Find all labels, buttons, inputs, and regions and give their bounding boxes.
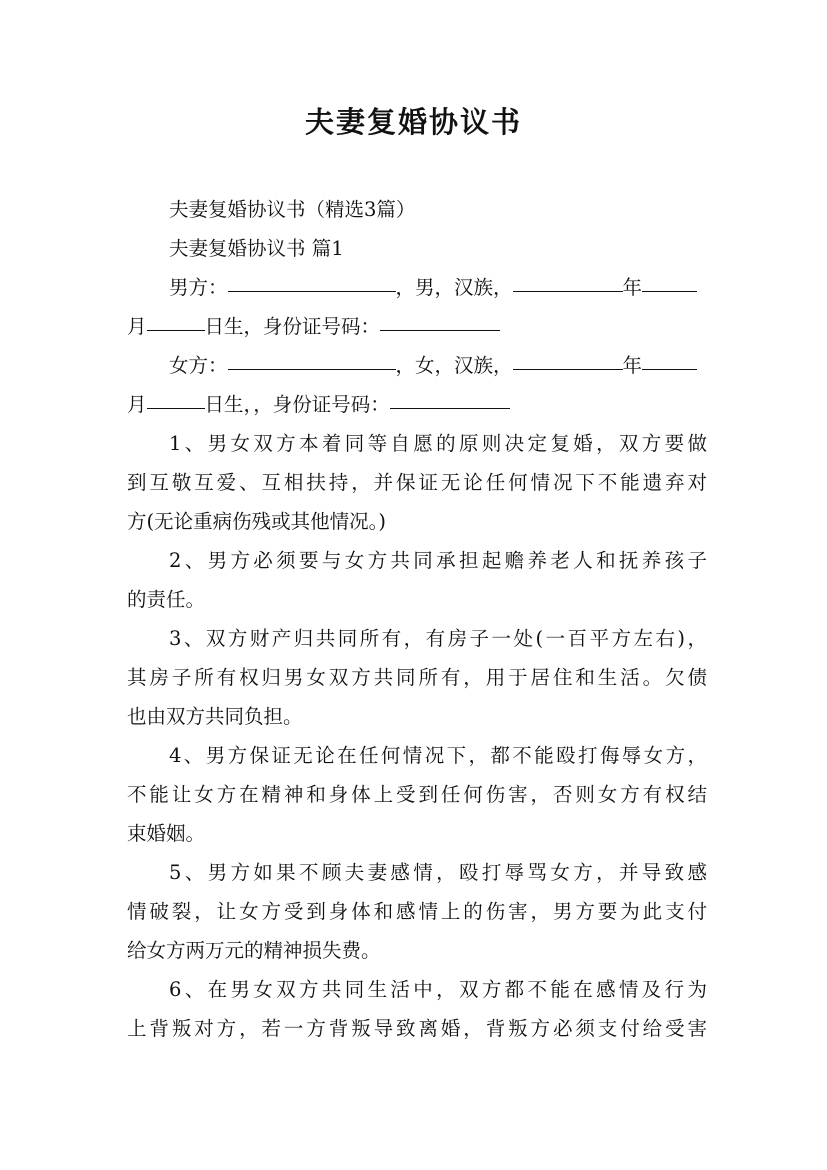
clause-2-line-1: 2、男方必须要与女方共同承担起赡养老人和抚养孩子 bbox=[169, 549, 707, 572]
clause-3-line-3: 也由双方共同负担。 bbox=[127, 705, 303, 728]
female-id-blank bbox=[390, 386, 510, 409]
male-birth-day-blank bbox=[147, 308, 205, 331]
clause-5-line-2: 情破裂，让女方受到身体和感情上的伤害，男方要为此支付 bbox=[127, 900, 707, 923]
clause-2-line-2: 的责任。 bbox=[127, 588, 206, 611]
male-birth-month-blank bbox=[642, 269, 697, 292]
clause-6-line-1: 6、在男女双方共同生活中，双方都不能在感情及行为 bbox=[169, 978, 707, 1001]
clause-4-line-3: 束婚姻。 bbox=[127, 822, 206, 845]
clause-4-line-1: 4、男方保证无论在任何情况下，都不能殴打侮辱女方， bbox=[169, 744, 707, 767]
male-party-line bbox=[127, 268, 707, 307]
clause-5-line-1: 5、男方如果不顾夫妻感情，殴打辱骂女方，并导致感 bbox=[169, 861, 707, 884]
clause-3-line-2: 其房子所有权归男女双方共同所有，用于居住和生活。欠债 bbox=[127, 666, 707, 689]
female-month-label: 月 bbox=[127, 393, 147, 416]
document-title: 夫妻复婚协议书 bbox=[304, 105, 522, 139]
document-body bbox=[127, 190, 707, 1048]
clause-6-line-2: 上背叛对方，若一方背叛导致离婚，背叛方必须支付给受害 bbox=[127, 1017, 707, 1040]
clause-3-line-1: 3、双方财产归共同所有，有房子一处(一百平方左右)， bbox=[169, 627, 707, 650]
male-birth-year-blank bbox=[513, 269, 623, 292]
male-name-blank bbox=[228, 269, 396, 292]
female-sep: ，女，汉族， bbox=[395, 354, 513, 377]
female-id-label: 日生，，身份证号码： bbox=[204, 393, 390, 416]
female-label: 女方： bbox=[169, 354, 228, 377]
female-party-line-cont bbox=[127, 385, 707, 424]
male-party-line-cont bbox=[127, 307, 707, 346]
clause-4-line-2: 不能让女方在精神和身体上受到任何伤害，否则女方有权结 bbox=[127, 783, 707, 806]
clause-1-line-3: 方(无论重病伤残或其他情况。) bbox=[127, 510, 386, 533]
subtitle: 夫妻复婚协议书（精选3篇） bbox=[169, 198, 416, 221]
clause-1-line-2: 到互敬互爱、互相扶持，并保证无论任何情况下不能遗弃对 bbox=[127, 471, 707, 494]
male-sep: ，男，汉族， bbox=[395, 276, 513, 299]
female-party-line bbox=[127, 346, 707, 385]
male-id-blank bbox=[380, 308, 500, 331]
clause-5-line-3: 给女方两万元的精神损失费。 bbox=[127, 939, 381, 962]
female-birth-year-blank bbox=[513, 347, 623, 370]
clause-1-line-1: 1、男女双方本着同等自愿的原则决定复婚，双方要做 bbox=[169, 432, 707, 455]
male-id-label: 日生，身份证号码： bbox=[204, 315, 381, 338]
male-label: 男方： bbox=[169, 276, 228, 299]
male-month-label: 月 bbox=[127, 315, 147, 338]
female-name-blank bbox=[228, 347, 396, 370]
male-year-label: 年 bbox=[622, 276, 643, 299]
female-year-label: 年 bbox=[622, 354, 643, 377]
section-heading: 夫妻复婚协议书 篇1 bbox=[169, 237, 344, 260]
female-birth-day-blank bbox=[147, 386, 205, 409]
female-birth-month-blank bbox=[642, 347, 697, 370]
